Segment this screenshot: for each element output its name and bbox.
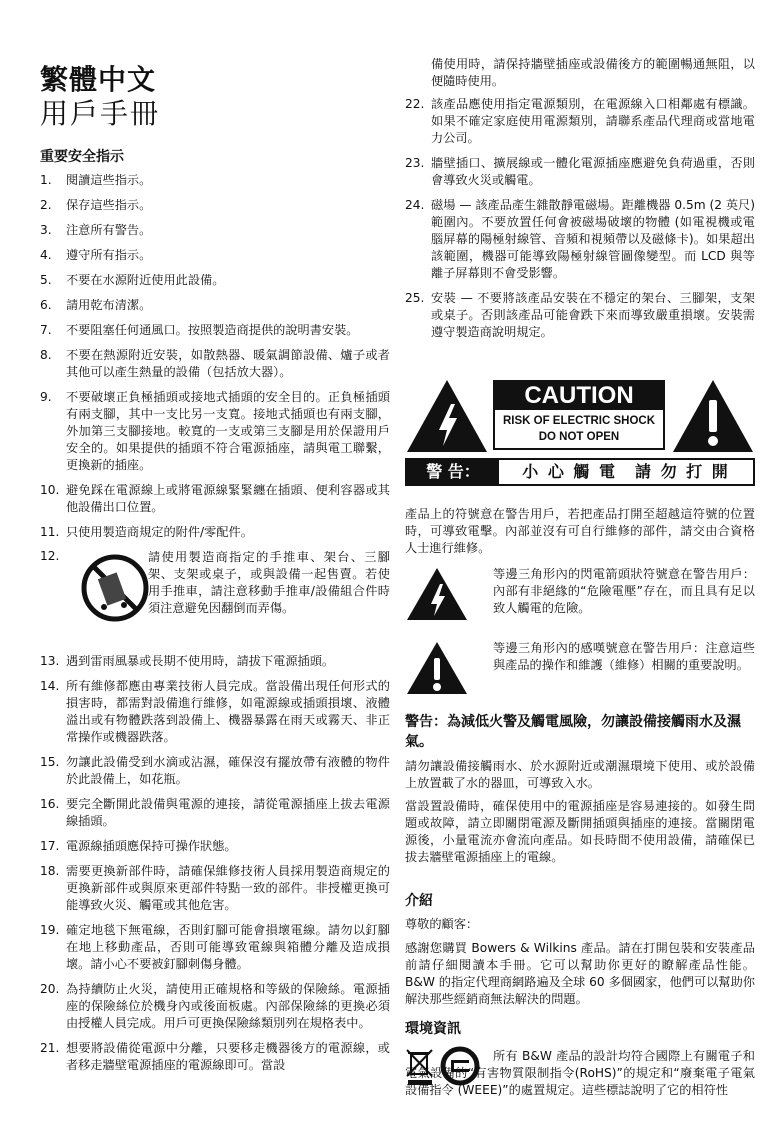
item-text: 閱讀這些指示。 (66, 173, 152, 187)
item-text: 電源線插頭應保持可操作狀態。 (66, 839, 237, 853)
right-column-top (405, 56, 755, 349)
item-text: 請用乾布清潔。 (66, 298, 152, 312)
list-item (40, 297, 390, 314)
cart-tipover-icon (80, 553, 150, 623)
list-item (40, 754, 390, 788)
item-text: 不要在熱源附近安裝，如散熱器、暖氣調節設備、爐子或者其他可以產生熱量的設備（包括放大器）。 (66, 348, 390, 379)
exclamation-explanation: 等邊三角形內的感嘆號意在警告用戶：注意這些與產品的操作和維護（維修）相關的重要說明。 (493, 641, 755, 672)
item-text: 磁場 — 該產品產生雜散靜電磁場。距離機器 0.5m (2 英尺) 範圍內。不要放置任何會被磁場破壞的物體 (如電視機或電腦屏幕的陽極射線管、音頻和視頻帶以及磁條卡)。如果超出該範圍，機器可能導致陽極射線管圖像變型。而 LCD 與等離子屏幕則不會受影響。 (431, 198, 755, 280)
list-item (40, 222, 390, 239)
list-item (40, 838, 390, 855)
item-text: 牆壁插口、擴展線或一體化電源插座應避免負荷過重，否則會導致火災或觸電。 (431, 156, 755, 187)
lightning-explanation: 等邊三角形內的閃電箭頭狀符號意在警告用戶：內部有非絕緣的“危險電壓”存在，而且具有足以致人觸電的危險。 (493, 567, 755, 615)
item-number: 18. (40, 864, 60, 878)
intro-heading: 介紹 (405, 893, 433, 909)
list-item (40, 678, 390, 746)
item-number: 15. (40, 755, 60, 769)
item-number: 5. (40, 273, 52, 287)
item-text: 保存這些指示。 (66, 198, 152, 212)
item-number: 14. (40, 679, 60, 693)
item-number: 6. (40, 298, 52, 312)
list-item (40, 389, 390, 474)
item-number: 20. (40, 982, 60, 996)
list-item (40, 172, 390, 189)
item-21-continuation: 備使用時，請保持牆壁插座或設備後方的範圍暢通無阻，以便隨時使用。 (431, 57, 755, 88)
safety-list-continued (40, 653, 390, 1074)
item-text: 想要將設備從電源中分離，只要移走機器後方的電源線，或者移走牆壁電源插座的電源線即可。當設 (66, 1041, 390, 1072)
item-text: 只使用製造商規定的附件/零配件。 (66, 525, 253, 539)
item-number: 3. (40, 223, 52, 237)
environment-heading: 環境資訊 (405, 1021, 461, 1037)
item-text: 不要阻塞任何通風口。按照製造商提供的說明書安裝。 (66, 323, 359, 337)
safety-heading: 重要安全指示 (40, 149, 124, 165)
item-number: 24. (405, 198, 425, 212)
item-number: 11. (40, 525, 60, 539)
list-item (405, 96, 755, 147)
caution-box (493, 380, 665, 450)
lightning-warning-icon (405, 378, 489, 454)
item-number: 13. (40, 654, 60, 668)
item-number: 12. (40, 549, 60, 563)
intro-greeting: 尊敬的顧客： (405, 917, 479, 931)
item-text: 不要破壞正負極插頭或接地式插頭的安全目的。正負極插頭有兩支腳，其中一支比另一支寬。接地式插頭也有兩支腳，外加第三支腳接地。較寬的一支或第三支腳是用於保證用戶安全的。如果提供的插頭不符合電源插座，請與電工聯繫，更換新的插座。 (66, 390, 390, 472)
list-item (405, 197, 755, 282)
list-item (40, 796, 390, 830)
item-text: 所有維修都應由專業技術人員完成。當設備出現任何形式的損害時，都需對設備進行維修，如電源線或插頭損壞、液體溢出或有物體跌落到設備上、機器暴露在雨天或霧天、非正常操作或機器跌落。 (66, 679, 390, 744)
item-12-text: 請使用製造商指定的手推車、架台、三腳架、支架或桌子，或與設備一起售賣。若使用手推車，請注意移動手推車/設備組合件時須注意避免因翻倒而弄傷。 (148, 550, 390, 615)
item-number: 22. (405, 97, 425, 111)
item-text: 為持續防止火災，請使用正確規格和等級的保險絲。電源插座的保險絲位於機身內或後面板處。內部保險絲的更換必須由授權人員完成。用戶可更換保險絲類別列在規格表中。 (66, 982, 390, 1030)
item-text: 遵守所有指示。 (66, 248, 152, 262)
list-item (40, 247, 390, 264)
caution-line-2: DO NOT OPEN (538, 431, 620, 443)
list-item (40, 922, 390, 973)
list-item (40, 197, 390, 214)
item-text: 安裝 — 不要將該產品安裝在不穩定的架台、三腳架，支架或桌子。否則該產品可能會跌下來而導致嚴重損壞。安裝需遵守製造商說明規定。 (431, 291, 755, 339)
list-item (405, 290, 755, 341)
list-item (405, 155, 755, 189)
safety-section (40, 146, 390, 1082)
item-number: 9. (40, 390, 52, 404)
list-item (40, 272, 390, 289)
safety-list (40, 172, 390, 541)
environment-text: 所有 B&W 產品的設計均符合國際上有關電子和電氣設備的“有害物質限制指令(RoHS)”的規定和“廢棄電子電氣設備指令 (WEEE)”的處置規定。這些標誌說明了它的相符性 (405, 1049, 755, 1097)
list-item (40, 1040, 390, 1074)
lightning-triangle-icon (405, 566, 469, 622)
safety-list-right (405, 96, 755, 341)
intro-text: 感謝您購買 Bowers & Wilkins 產品。請在打開包裝和安裝產品前請仔細閱讀本手冊。它可以幫助你更好的瞭解產品性能。 B&W 的指定代理商網路遍及全球 60 多個國家，他們可以幫助你解決那些經銷商無法解決的問題。 (405, 941, 755, 1006)
item-number: 17. (40, 839, 60, 853)
item-number: 16. (40, 797, 60, 811)
list-item (40, 482, 390, 516)
item-number: 2. (40, 198, 52, 212)
exclamation-triangle-icon (405, 640, 469, 696)
caution-line-1: RISK OF ELECTRIC SHOCK (502, 415, 656, 427)
item-number: 25. (405, 291, 425, 305)
symbol-intro: 產品上的符號意在警告用戶，若把產品打開至超越這符號的位置時，可導致電擊。內部並沒有可自行維修的部件，請交由合資格人士進行維修。 (405, 507, 755, 555)
item-text: 勿讓此設備受到水滴或沾濕，確保沒有擺放帶有液體的物件於此設備上，如花瓶。 (66, 755, 390, 786)
item-text: 注意所有警告。 (66, 223, 152, 237)
warning-paragraph-1: 請勿讓設備接觸雨水、於水源附近或潮濕環境下使用、或於設備上放置載了水的器皿，可導致入水。 (405, 759, 755, 790)
manual-title: 用戶手冊 (40, 97, 161, 130)
warning-banner-text: 小 心 觸 電 請 勿 打 開 (522, 462, 730, 481)
item-number: 21. (40, 1041, 60, 1055)
list-item (40, 981, 390, 1032)
item-text: 要完全斷開此設備與電源的連接，請從電源插座上拔去電源線插頭。 (66, 797, 390, 828)
item-text: 不要在水源附近使用此設備。 (66, 273, 225, 287)
list-item (40, 322, 390, 339)
warning-banner (405, 458, 755, 486)
warning-paragraph-2: 當設置設備時，確保使用中的電源插座是容易連接的。如發生問題或故障，請立即關閉電源及斷開插頭與插座的連接。當關閉電源後，小量電流亦會流向產品。如長時間不使用設備，請確保已拔去牆壁電源插座上的電線。 (405, 799, 755, 864)
warning-heading: 警告：為減低火警及觸電風險，勿讓設備接觸雨水及濕氣。 (405, 714, 741, 750)
item-number: 1. (40, 173, 52, 187)
caution-label (405, 378, 755, 488)
item-text: 確定地毯下無電線，否則釘腳可能會損壞電線。請勿以釘腳在地上移動產品，否則可能導致電線與箱體分離及造成損壞。請小心不要被釘腳刺傷身體。 (66, 923, 390, 971)
caution-title: CAUTION (495, 382, 663, 410)
item-text: 遇到雷雨風暴或長期不使用時，請拔下電源插頭。 (66, 654, 335, 668)
language-title: 繁體中文 (40, 63, 157, 96)
item-number: 23. (405, 156, 425, 170)
list-item (40, 863, 390, 914)
exclamation-warning-icon (671, 378, 755, 454)
list-item (40, 653, 390, 670)
warning-label: 警 告： (407, 460, 499, 484)
item-number: 8. (40, 348, 52, 362)
item-text: 避免踩在電源線上或將電源線緊緊纏在插頭、便利容器或其他設備出口位置。 (66, 483, 390, 514)
item-number: 19. (40, 923, 60, 937)
item-number: 7. (40, 323, 52, 337)
list-item-12 (40, 549, 390, 651)
list-item (40, 347, 390, 381)
item-number: 4. (40, 248, 52, 262)
list-item (40, 524, 390, 541)
item-text: 該產品應使用指定電源類別，在電源線入口相鄰處有標識。如果不確定家庭使用電源類別，請聯系產品代理商或當地電力公司。 (431, 97, 755, 145)
item-text: 需要更換新部件時，請確保維修技術人員採用製造商規定的更換新部件或與原來更部件特點一致的部件。非授權更換可能導致火災、觸電或其他危害。 (66, 864, 390, 912)
item-number: 10. (40, 483, 60, 497)
